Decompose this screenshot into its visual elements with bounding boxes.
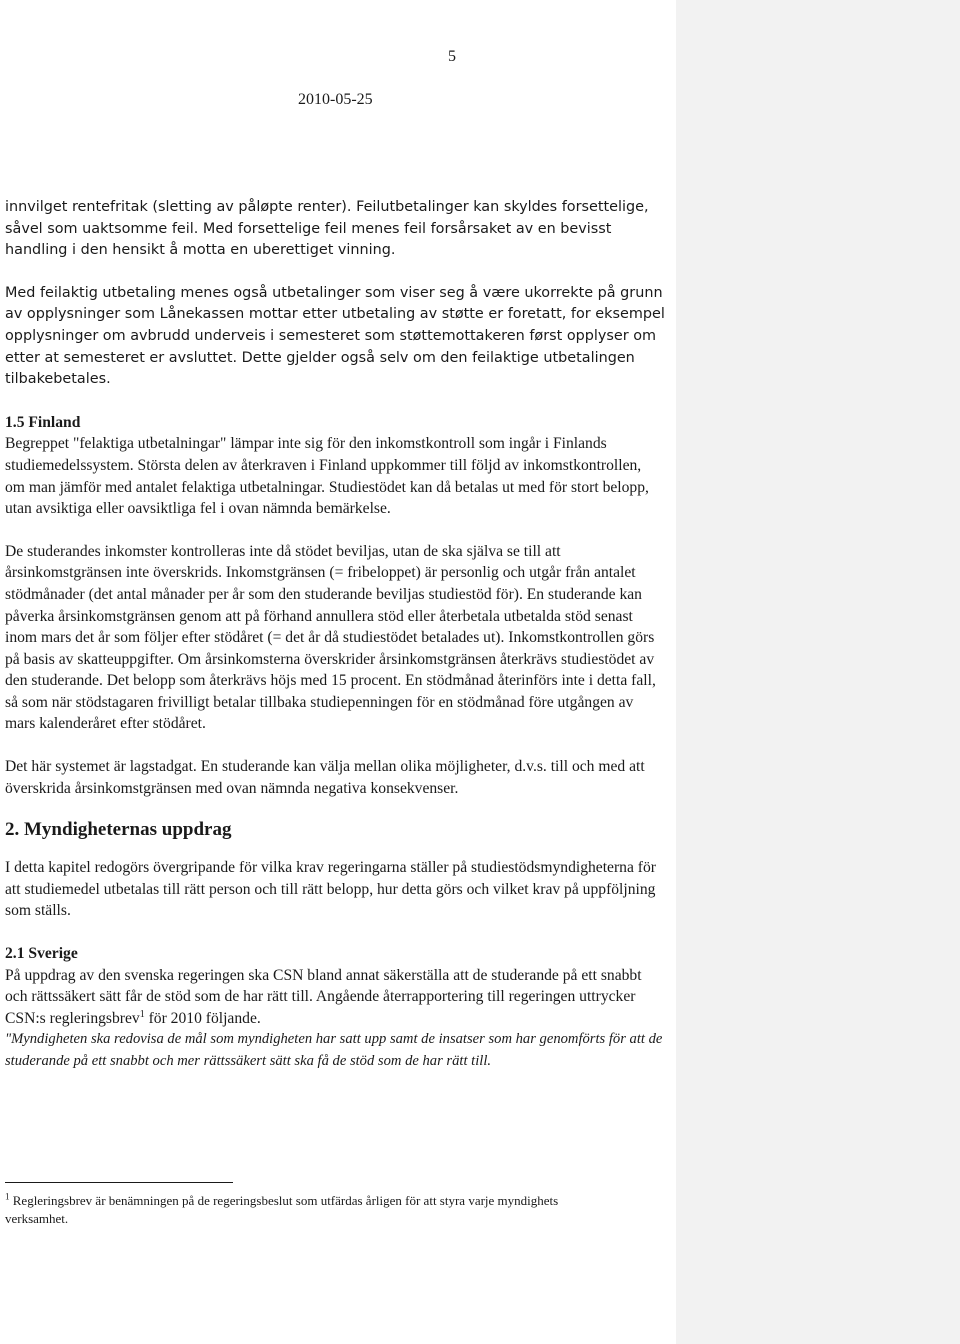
footnote-divider <box>5 1182 233 1183</box>
document-body <box>5 197 665 1073</box>
footnote-marker: 1 <box>5 1191 10 1202</box>
comment-margin <box>676 0 960 1344</box>
paragraph-chapter-intro: I detta kapitel redogörs övergripande för vilka krav regeringarna ställer på studiestödsmyndigheterna för att studiemedel utbetalas till rätt person och till rätt belopp, hur detta görs och vilket krav på uppföljning som ställs. <box>5 859 656 920</box>
paragraph-sverige <box>5 965 665 1030</box>
paragraph-sverige-end: för 2010 följande. <box>144 1009 261 1027</box>
paragraph-finland-2: De studerandes inkomster kontrolleras inte då stödet beviljas, utan de ska själva se till att årsinkomstgränsen inte överskrids. Inkomstgränsen (= fribeloppet) är personlig och utgår från antalet stödmånader (det antal månader per år som den studerande beviljas studiestöd för). En studerande kan påverka årsinkomstgränsen genom att på förhand annullera stöd eller återbetala utbetalda stöd senast inom mars det år som följer efter stödåret (= det år då studiestödet betalades ut). Inkomstkontrollen görs på basis av skatteuppgifter. Om årsinkomsterna överskrider årsinkomstgränsen återkrävs studiestödet av den studerande. Det belopp som återkrävs höjs med 15 procent. En stödmånad återinförs inte i detta fall, så som när stödstagaren frivilligt betalar tillbaka studiepenningen för en stödmånad före utgången av mars kalenderåret efter stödåret. <box>5 542 656 733</box>
heading-myndigheternas-uppdrag: 2. Myndigheternas uppdrag <box>5 819 232 841</box>
paragraph-norwegian-2: Med feilaktig utbetaling menes også utbetalinger som viser seg å være ukorrekte på grunn av opplysninger som Lånekassen mottar etter utbetaling av støtte er foretatt, for eksempel opplysninger om avbrudd underveis i semesteret som støttemottakeren først opplyser om etter at semesteret er avsluttet. Dette gjelder også selv om den feilaktige utbetalingen tilbakebetales. <box>5 284 665 388</box>
footnote-text: Regleringsbrev är benämningen på de regeringsbeslut som utfärdas årligen för att styra varje myndighets verksamhet. <box>5 1193 559 1226</box>
footnote-reference[interactable]: 1 <box>139 1008 145 1020</box>
paragraph-norwegian-1: innvilget rentefritak (sletting av påløpte renter). Feilutbetalinger kan skyldes forsettelige, såvel som uaktsomme feil. Med forsettelige feil menes feil forsårsaket av en bevisst handling i den hensikt å motta en uberettiget vinning. <box>5 199 649 259</box>
heading-sverige: 2.1 Sverige <box>5 945 78 963</box>
paragraph-finland-1: Begreppet "felaktiga utbetalningar" lämpar inte sig för den inkomstkontroll som ingår i Finlands studiemedelssystem. Största delen av återkraven i Finland uppkommer till följd av inkomstkontrollen, om man jämför med antalet felaktiga utbetalningar. Studiestödet kan då betalas ut med för stort belopp, utan avsiktiga eller oavsiktliga fel i ovan nämnda bemärkelse. <box>5 435 649 518</box>
paragraph-sverige-text: På uppdrag av den svenska regeringen ska CSN bland annat säkerställa att de studerande på ett snabbt och rättssäkert sätt får de stöd som de har rätt till. Angående återrapportering till regeringen uttrycker CSN:s regleringsbrev <box>5 966 642 1027</box>
paragraph-finland-3: Det här systemet är lagstadgat. En studerande kan välja mellan olika möjligheter, d.v.s. till och med att överskrida årsinkomstgränsen med ovan nämnda negativa konsekvenser. <box>5 758 645 797</box>
quote-regleringsbrev: "Myndigheten ska redovisa de mål som myndigheten har satt upp samt de insatser som har genomförts för att de studerande på ett snabbt och mer rättssäkert sätt ska få de stöd som de har rätt till. <box>5 1031 663 1069</box>
footnote <box>5 1192 605 1228</box>
page-number: 5 <box>448 48 456 65</box>
heading-finland: 1.5 Finland <box>5 413 81 431</box>
page-date: 2010-05-25 <box>298 91 373 108</box>
